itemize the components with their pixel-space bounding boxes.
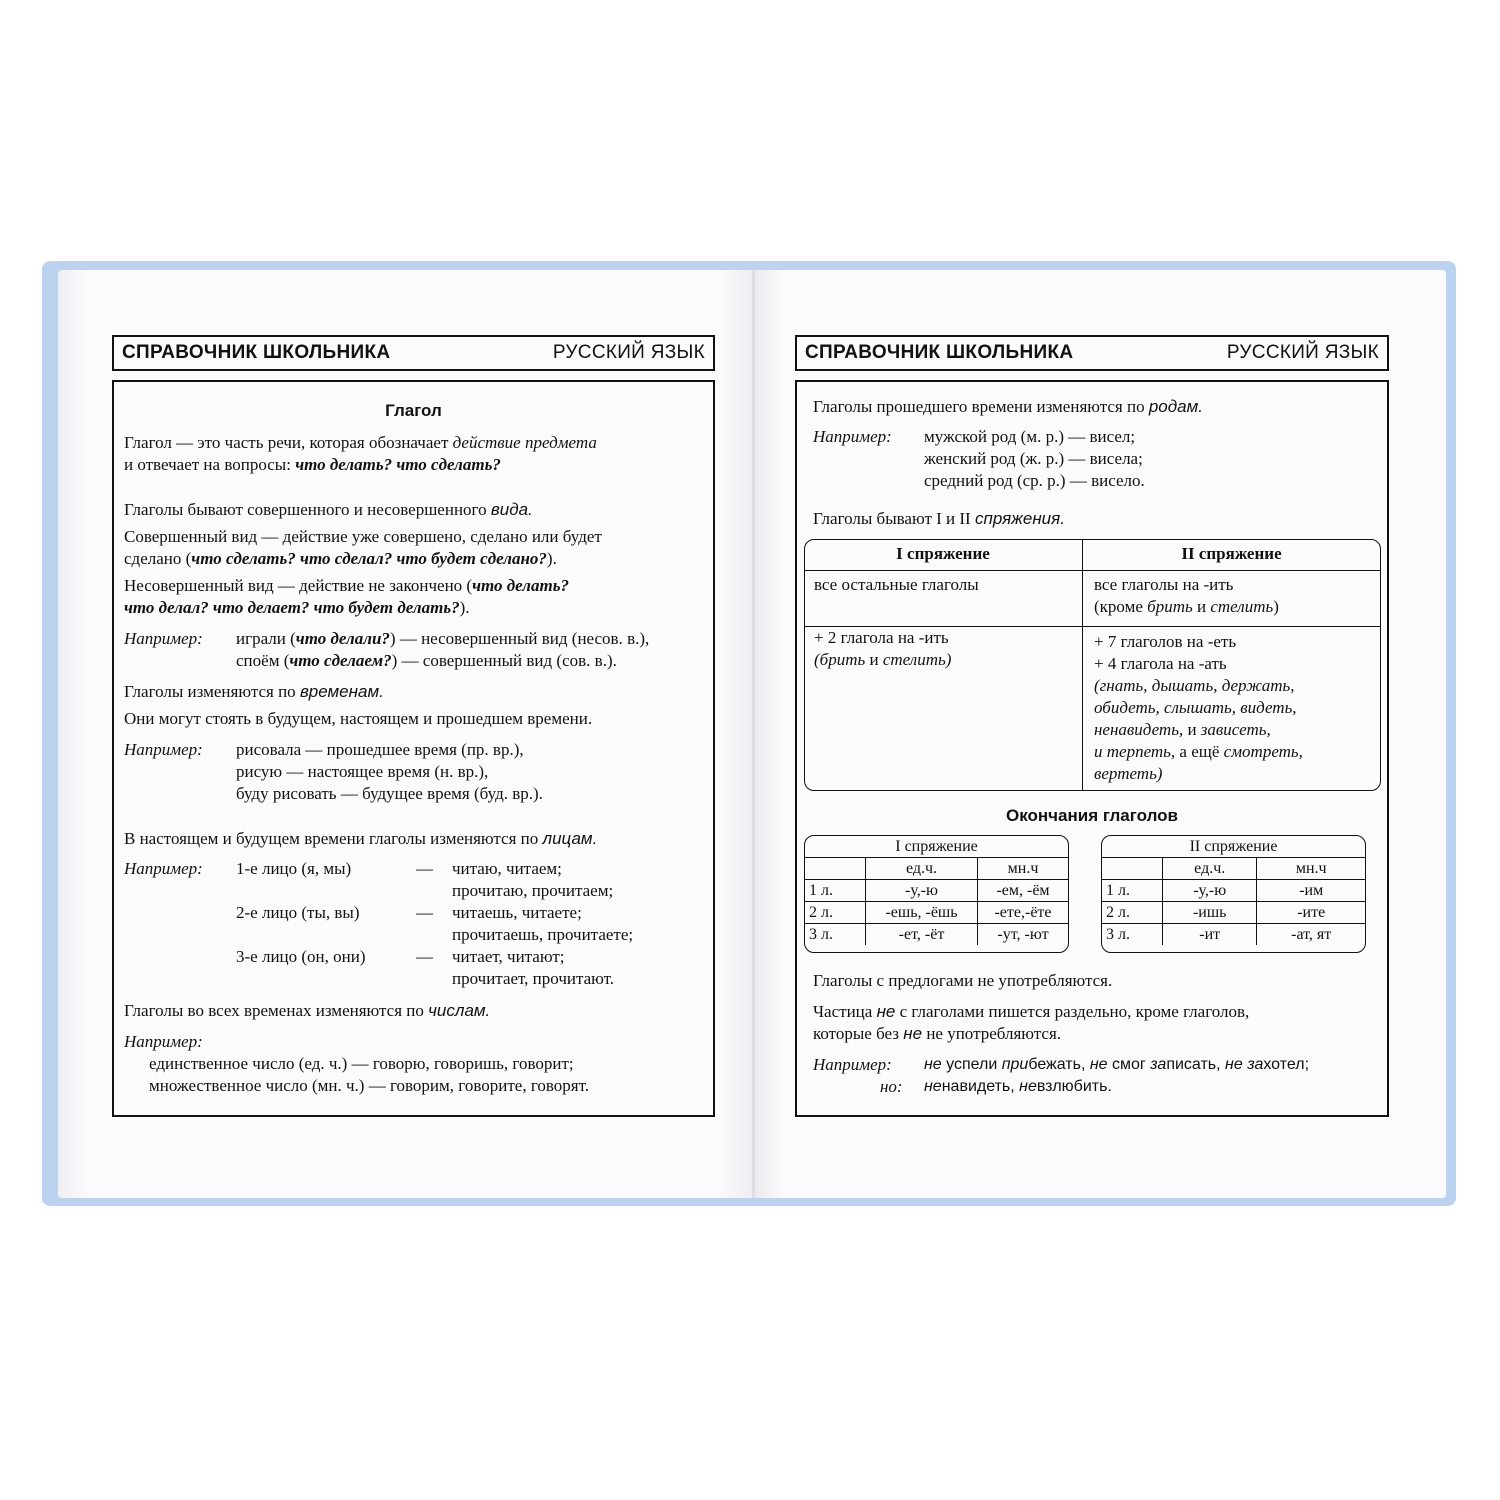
endings-title: Окончания глаголов bbox=[1006, 806, 1178, 825]
page-spine bbox=[752, 270, 755, 1198]
endings-1-col-blank bbox=[805, 858, 866, 880]
endings-2-cell: -ат, ят bbox=[1257, 924, 1365, 946]
gender-example-3: средний род (ср. р.) — висело. bbox=[924, 471, 1145, 490]
prepositions-line: Глаголы с предлогами не употребляются. bbox=[813, 971, 1113, 990]
person-2-dash: — bbox=[416, 903, 433, 922]
tense-line: Глаголы изменяются по временам. bbox=[124, 682, 384, 701]
endings-1-cell: -ут, -ют bbox=[977, 924, 1068, 946]
number-example-2: множественное число (мн. ч.) — говорим, говорите, говорят. bbox=[149, 1076, 589, 1095]
person-1-label: 1-е лицо (я, мы) bbox=[236, 859, 352, 878]
example-label: Например: bbox=[124, 629, 203, 648]
endings-1-col-sg: ед.ч. bbox=[866, 858, 978, 880]
gender-example-2: женский род (ж. р.) — висела; bbox=[924, 449, 1143, 468]
tense-example-3: буду рисовать — будущее время (буд. вр.). bbox=[236, 784, 543, 803]
person-1-form-a: читаю, читаем; bbox=[452, 859, 562, 878]
conj1-row2-a: + 2 глагола на -ить bbox=[814, 628, 949, 647]
perfect-line-1: Совершенный вид — действие уже совершено, сделано или будет bbox=[124, 527, 602, 546]
endings-2-person: 1 л. bbox=[1102, 880, 1163, 902]
conj2-row2-g: вертеть) bbox=[1094, 764, 1163, 783]
endings-1-cell: -ете,-ёте bbox=[977, 902, 1068, 924]
definition-line-2: и отвечает на вопросы: что делать? что сделать? bbox=[124, 455, 501, 474]
endings-1-col-pl: мн.ч bbox=[977, 858, 1068, 880]
particle-line-2: которые без не не употребляются. bbox=[813, 1024, 1062, 1043]
number-example-1: единственное число (ед. ч.) — говорю, говоришь, говорит; bbox=[149, 1054, 574, 1073]
person-3-form-b: прочитает, прочитают. bbox=[452, 969, 615, 988]
but-label: но: bbox=[880, 1077, 903, 1096]
example-label: Например: bbox=[124, 859, 203, 878]
endings-2-cell: -ите bbox=[1257, 902, 1365, 924]
endings-1-title: I спряжение bbox=[805, 836, 1068, 858]
person-3-form-a: читает, читают; bbox=[452, 947, 565, 966]
aspect-example-2: споём (что сделаем?) — совершенный вид (сов. в.). bbox=[236, 651, 617, 670]
endings-2-cell: -у,-ю bbox=[1163, 880, 1257, 902]
person-1-form-b: прочитаю, прочитаем; bbox=[452, 881, 614, 900]
person-3-dash: — bbox=[416, 947, 433, 966]
endings-2-person: 3 л. bbox=[1102, 924, 1163, 946]
imperfect-line-1: Несовершенный вид — действие не закончено (что делать? bbox=[124, 576, 570, 595]
gender-line: Глаголы прошедшего времени изменяются по родам. bbox=[813, 397, 1203, 416]
endings-1-person: 2 л. bbox=[805, 902, 866, 924]
tense-example-1: рисовала — прошедшее время (пр. вр.), bbox=[236, 740, 524, 759]
example-label: Например: bbox=[813, 427, 892, 446]
particle-example-1: не успели прибежать, не смог записать, не захотел; bbox=[924, 1056, 1310, 1073]
definition-line-1: Глагол — это часть речи, которая обозначает действие предмета bbox=[124, 433, 597, 452]
endings-1-person: 3 л. bbox=[805, 924, 866, 946]
endings-1-person: 1 л. bbox=[805, 880, 866, 902]
conj1-row1: все остальные глаголы bbox=[814, 575, 979, 594]
perfect-line-2: сделано (что сделать? что сделал? что будет сделано?). bbox=[124, 549, 557, 568]
example-label: Например: bbox=[813, 1055, 892, 1074]
right-page-header bbox=[795, 335, 1389, 371]
endings-2-col-blank bbox=[1102, 858, 1163, 880]
conj1-row2-b: (брить и стелить) bbox=[814, 650, 952, 669]
endings-1-cell: -ет, -ёт bbox=[866, 924, 978, 946]
person-1-dash: — bbox=[416, 859, 433, 878]
particle-example-2: ненавидеть, невзлюбить. bbox=[924, 1078, 1112, 1095]
endings-1-cell: -у,-ю bbox=[866, 880, 978, 902]
endings-1-cell: -ем, -ём bbox=[977, 880, 1068, 902]
aspect-example-1: играли (что делали?) — несовершенный вид (несов. в.), bbox=[236, 629, 650, 648]
conj2-row2-a: + 7 глаголов на -еть bbox=[1094, 632, 1237, 651]
conj2-row2-f: и терпеть, а ещё смотреть, bbox=[1094, 742, 1303, 761]
particle-line-1: Частица не с глаголами пишется раздельно, кроме глаголов, bbox=[813, 1002, 1250, 1021]
header-left-title: СПРАВОЧНИК ШКОЛЬНИКА bbox=[122, 342, 391, 363]
left-page-header bbox=[112, 335, 715, 371]
person-line: В настоящем и будущем времени глаголы изменяются по лицам. bbox=[124, 829, 598, 848]
conj2-row1-b: (кроме брить и стелить) bbox=[1094, 597, 1279, 616]
person-2-form-b: прочитаешь, прочитаете; bbox=[452, 925, 634, 944]
header-left-title: СПРАВОЧНИК ШКОЛЬНИКА bbox=[805, 342, 1074, 363]
endings-2-col-sg: ед.ч. bbox=[1163, 858, 1257, 880]
conjugation-header-2: II спряжение bbox=[1181, 544, 1282, 563]
person-3-label: 3-е лицо (он, они) bbox=[236, 947, 366, 966]
imperfect-line-2: что делал? что делает? что будет делать?). bbox=[124, 598, 470, 617]
person-2-form-a: читаешь, читаете; bbox=[452, 903, 582, 922]
aspect-line: Глаголы бывают совершенного и несовершенного вида. bbox=[124, 500, 533, 519]
conjugation-line: Глаголы бывают I и II спряжения. bbox=[813, 509, 1065, 528]
conjugation-header-1: I спряжение bbox=[896, 544, 990, 563]
endings-2-person: 2 л. bbox=[1102, 902, 1163, 924]
conj2-row2-c: (гнать, дышать, держать, bbox=[1094, 676, 1295, 695]
conj2-row1-a: все глаголы на -ить bbox=[1094, 575, 1234, 594]
endings-2-cell: -ишь bbox=[1163, 902, 1257, 924]
person-2-label: 2-е лицо (ты, вы) bbox=[236, 903, 360, 922]
endings-2-col-pl: мн.ч bbox=[1257, 858, 1365, 880]
header-right-subject: РУССКИЙ ЯЗЫК bbox=[552, 342, 705, 363]
endings-2-cell: -ит bbox=[1163, 924, 1257, 946]
section-title: Глагол bbox=[385, 401, 442, 420]
gender-example-1: мужской род (м. р.) — висел; bbox=[924, 427, 1136, 446]
example-label: Например: bbox=[124, 740, 203, 759]
number-line: Глаголы во всех временах изменяются по числам. bbox=[124, 1001, 491, 1020]
conj2-row2-d: обидеть, слышать, видеть, bbox=[1094, 698, 1297, 717]
header-right-subject: РУССКИЙ ЯЗЫК bbox=[1226, 342, 1379, 363]
endings-table-2 bbox=[1101, 835, 1366, 953]
conj2-row2-e: ненавидеть, и зависеть, bbox=[1094, 720, 1271, 739]
endings-2-cell: -им bbox=[1257, 880, 1365, 902]
endings-table-1 bbox=[804, 835, 1069, 953]
conj2-row2-b: + 4 глагола на -ать bbox=[1094, 654, 1227, 673]
endings-2-title: II спряжение bbox=[1102, 836, 1365, 858]
endings-1-cell: -ешь, -ёшь bbox=[866, 902, 978, 924]
example-label: Например: bbox=[124, 1032, 203, 1051]
tense-example-2: рисую — настоящее время (н. вр.), bbox=[236, 762, 489, 781]
tense-description: Они могут стоять в будущем, настоящем и прошедшем времени. bbox=[124, 709, 593, 728]
